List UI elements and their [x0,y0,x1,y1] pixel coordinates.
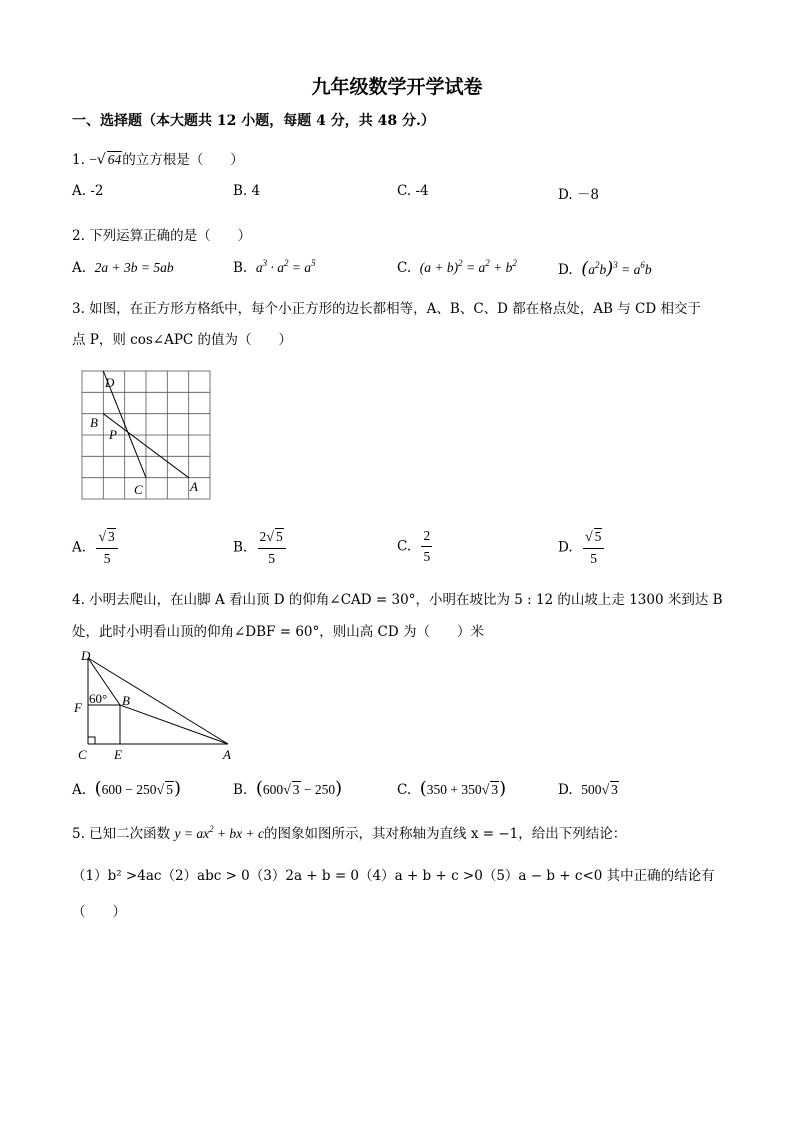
q4-option-c[interactable]: C. (350 + 350√ 3) [397,778,507,799]
label-c: C [134,482,143,497]
q2-option-b[interactable]: B. $a^3 \cdot a^2 = a^5$ [233,258,316,276]
q1-stem: 的立方根是（ ） [122,152,244,168]
question-5-line2: （1）b² >4ac（2）abc > 0（3）2a + b = 0（4）a + b + c >0（5）a − b + c<0 其中正确的结论有 [72,868,715,884]
question-2-stem: 2. 下列运算正确的是（ ） [72,228,252,244]
q1-option-a[interactable]: A. -2 [72,183,104,199]
q3-option-d[interactable]: D. $\frac{√ 5}{5}$ [558,528,604,567]
page-title: 九年级数学开学试卷 [311,76,483,98]
question-1: 1. −√ 64的立方根是（ ） [72,152,244,168]
section-heading: 一、选择题（本大题共 12 小题，每题 4 分，共 48 分.） [72,113,435,129]
question-4-line1: 4. 小明去爬山，在山脚 A 看山顶 D 的仰角∠CAD = 30°，小明在坡比为 5 : 12 的山坡上走 1300 米到达 B [72,592,723,608]
q1-radicand: 64 [107,152,122,167]
q1-option-b[interactable]: B. 4 [233,183,261,199]
q2-option-a[interactable]: A. 2a + 3b = 5ab [72,260,174,276]
q1-minus: − [89,152,97,167]
q3-option-b[interactable]: B. $\frac{2√ 5}{5}$ [233,528,286,567]
segment-da [88,658,228,744]
label-a: A [223,747,231,762]
q1-option-c[interactable]: C. -4 [397,183,429,199]
right-angle-mark [88,737,95,744]
q3-option-c[interactable]: C. $\frac{2}{5}$ [397,528,431,564]
label-e: E [114,747,122,762]
label-d: D [105,375,115,390]
question-3-line2: 点 P，则 cos∠APC 的值为（ ） [72,332,293,348]
q4-mountain-figure [72,646,242,766]
label-p: P [109,427,117,442]
q1-number: 1. [72,152,85,168]
label-b: B [90,415,98,430]
label-b: B [122,693,130,708]
label-f: F [74,700,82,715]
q2-option-c[interactable]: C. $(a + b)^2 = a^2 + b^2$ [397,258,517,276]
q2-option-d[interactable]: D. $(a^2b)^3 = a^6b$ [558,258,652,279]
label-angle: 60° [89,691,108,706]
label-d: D [81,648,91,663]
q3-option-a[interactable]: A. $\frac{√ 3}{5}$ [72,528,118,567]
label-c: C [78,747,87,762]
q1-option-d[interactable]: D. －8 [558,187,600,203]
question-5-line3: （ ） [72,904,126,920]
q4-option-b[interactable]: B. (600√ 3 − 250) [233,778,343,799]
q4-option-d[interactable]: D. 500√ 3 [558,782,618,798]
label-a: A [190,479,198,494]
question-4-line2: 处，此时小明看山顶的仰角∠DBF = 60°，则山高 CD 为（ ）米 [72,624,484,640]
q4-option-a[interactable]: A. (600 − 250√ 5) [72,778,182,799]
q3-grid-figure [78,366,218,502]
question-3-line1: 3. 如图，在正方形方格纸中，每个小正方形的边长都相等，A、B、C、D 都在格点处，AB 与 CD 相交于 [72,301,701,317]
question-5-line1: 5. 已知二次函数 $y = ax^2$ + bx + c的图象如图所示，其对称轴为直线 x = −1，给出下列结论： [72,824,627,842]
